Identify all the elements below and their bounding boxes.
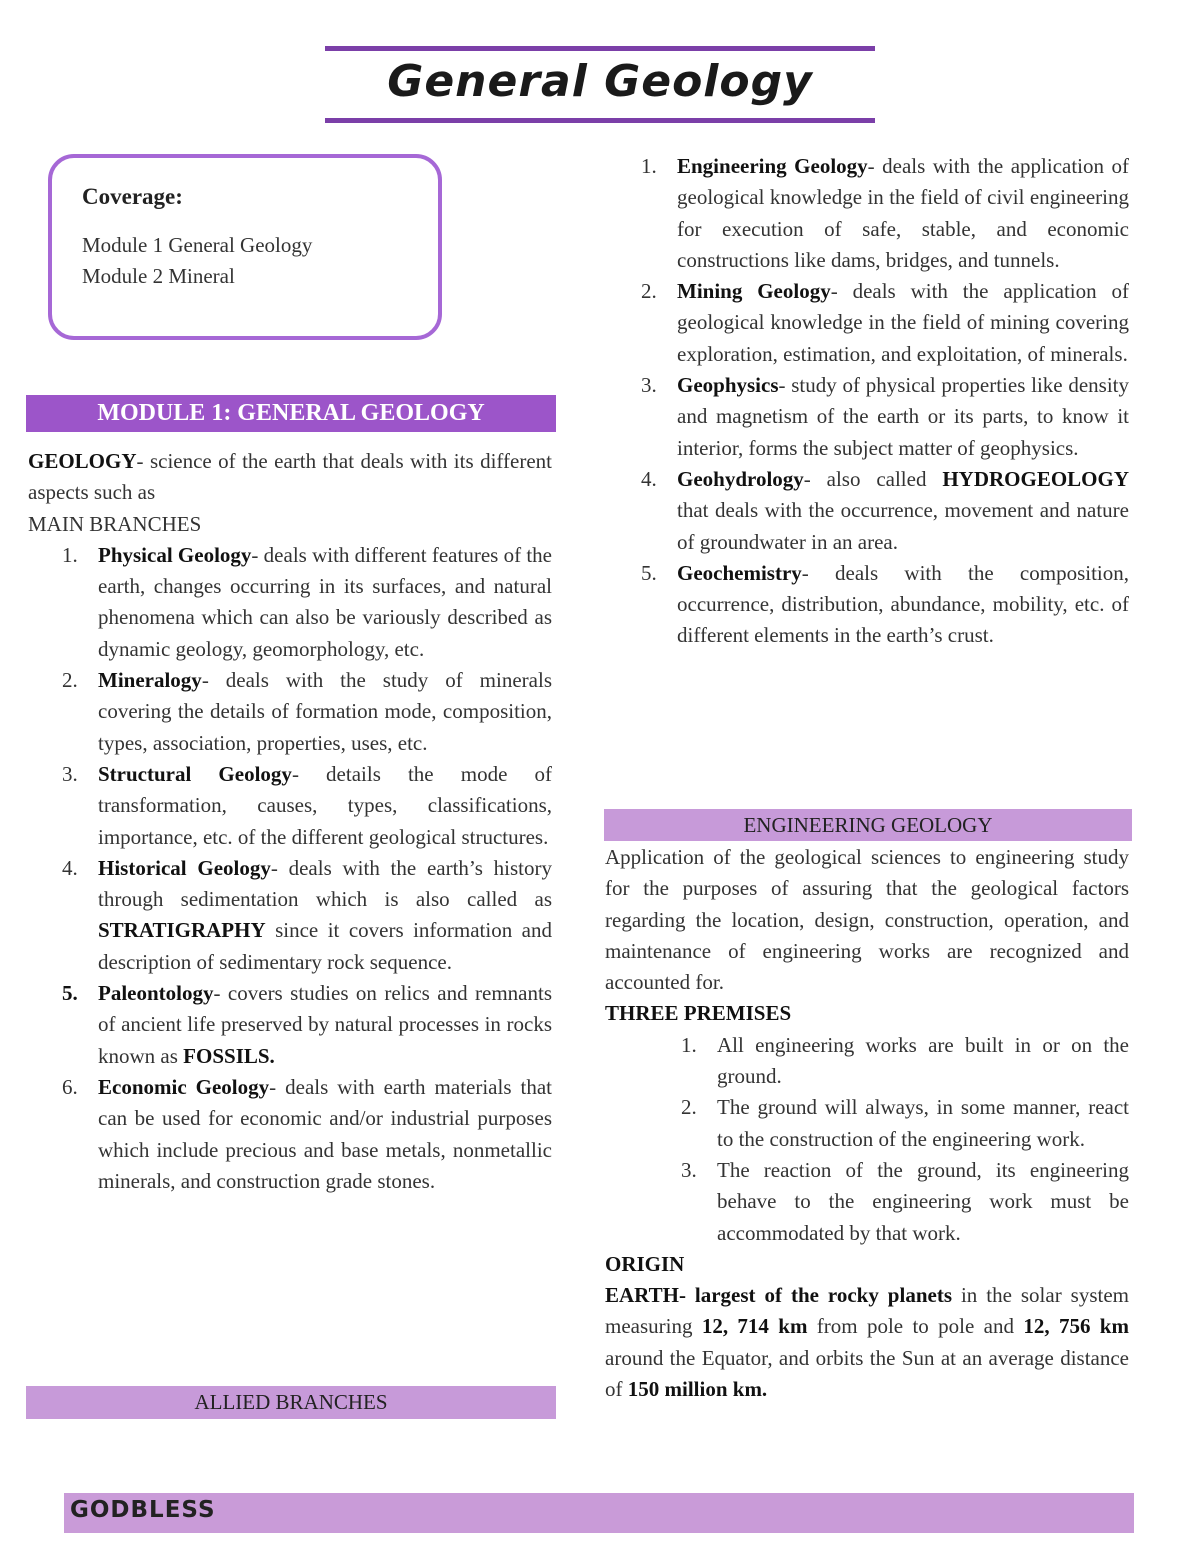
branch-term: Mineralogy bbox=[98, 668, 202, 693]
geology-def-text: - science of the earth that deals with its different aspects such as bbox=[28, 449, 552, 505]
main-branches-label: MAIN BRANCHES bbox=[28, 511, 202, 536]
branch-text-cont: that deals with the occurrence, movement and nature of groundwater in an area. bbox=[677, 498, 1129, 554]
list-number: 3. bbox=[641, 373, 657, 398]
list-number: 6. bbox=[62, 1074, 78, 1099]
list-number: 5. bbox=[641, 560, 657, 585]
list-item bbox=[641, 151, 1129, 276]
earth-text: in the solar system measuring bbox=[605, 1283, 1129, 1339]
list-number: 4. bbox=[641, 466, 657, 491]
earth-pole-distance: 12, 714 km bbox=[701, 1314, 808, 1339]
list-number: 5. bbox=[62, 981, 78, 1006]
branch-text: - deals with different features of the earth, changes occurring in its surfaces, and natural phenomena which can also be variously described as dynamic geology, geomorphology, etc. bbox=[98, 542, 552, 661]
branch-term: Paleontology bbox=[98, 981, 214, 1006]
premises-list bbox=[681, 1030, 1129, 1249]
footer-text: GODBLESS bbox=[70, 1497, 216, 1523]
branch-text: - deals with the application of geological knowledge in the field of mining covering exploration, estimation, and exploitation, of minerals. bbox=[677, 279, 1129, 366]
title-bottom-rule bbox=[325, 118, 875, 123]
list-item bbox=[641, 464, 1129, 558]
module1-heading: MODULE 1: GENERAL GEOLOGY bbox=[26, 395, 556, 432]
list-item bbox=[62, 978, 552, 1072]
coverage-item: Module 1 General Geology bbox=[82, 233, 313, 257]
earth-sun-distance: 150 million km. bbox=[627, 1377, 768, 1402]
engineering-geology-heading: ENGINEERING GEOLOGY bbox=[604, 809, 1132, 841]
branch-term: Historical Geology bbox=[98, 855, 271, 880]
allied-branches-list bbox=[641, 151, 1129, 652]
list-number: 2. bbox=[62, 668, 78, 693]
branch-bold-term: FOSSILS. bbox=[183, 1043, 275, 1068]
coverage-heading: Coverage: bbox=[82, 184, 183, 209]
geology-term: GEOLOGY bbox=[28, 449, 137, 473]
coverage-box bbox=[48, 154, 442, 340]
list-item bbox=[62, 665, 552, 759]
branch-bold-term: STRATIGRAPHY bbox=[98, 918, 266, 943]
list-number: 1. bbox=[62, 542, 78, 567]
list-item bbox=[62, 853, 552, 978]
right-column bbox=[605, 151, 1129, 652]
branch-text: - deals with the composition, occurrence, distribution, abundance, mobility, etc. of different elements in the earth’s crust. bbox=[677, 560, 1129, 648]
premise-text: The ground will always, in some manner, react to the construction of the engineering work. bbox=[717, 1095, 1129, 1151]
branch-text: - also called bbox=[803, 466, 943, 491]
earth-term: EARTH- largest of the rocky planets bbox=[605, 1283, 952, 1308]
earth-text: from pole to pole and bbox=[807, 1314, 1024, 1339]
list-item bbox=[681, 1030, 1129, 1093]
title-block bbox=[325, 46, 875, 124]
title-top-rule bbox=[325, 46, 875, 51]
list-number: 4. bbox=[62, 855, 78, 880]
branch-term: Geophysics bbox=[677, 373, 779, 398]
branch-term: Physical Geology bbox=[98, 542, 252, 567]
branch-text-cont: since it covers information and description of sedimentary rock sequence. bbox=[98, 918, 552, 974]
list-item bbox=[641, 276, 1129, 370]
branch-text: - deals with the application of geological knowledge in the field of civil engineering for execution of safe, stable, and economic constructions like dams, bridges, and tunnels. bbox=[677, 154, 1129, 272]
coverage-item: Module 2 Mineral bbox=[82, 264, 235, 288]
branch-term: Geochemistry bbox=[677, 560, 802, 585]
branch-term: Mining Geology bbox=[677, 279, 831, 304]
main-branches-list bbox=[62, 540, 553, 1197]
three-premises-label: THREE PREMISES bbox=[605, 1001, 792, 1026]
list-item bbox=[681, 1092, 1129, 1155]
engineering-geology-section bbox=[605, 842, 1129, 1405]
list-item bbox=[62, 759, 553, 853]
list-number: 2. bbox=[681, 1095, 697, 1120]
branch-text: - covers studies on relics and remnants of ancient life preserved by natural processes in rocks known as bbox=[98, 981, 552, 1068]
list-number: 1. bbox=[641, 154, 657, 178]
branch-text: - deals with the earth’s history through sedimentation which is also called as bbox=[98, 855, 552, 912]
branch-term: Geohydrology bbox=[677, 466, 804, 491]
list-number: 3. bbox=[62, 761, 78, 786]
earth-equator-distance: 12, 756 km bbox=[1023, 1314, 1129, 1339]
engineering-geology-definition: Application of the geological sciences to engineering study for the purposes of assuring that the geological factors regarding the location, design, construction, operation, and maintenance of engineering works are recognized and accounted for. bbox=[605, 845, 1129, 995]
geology-definition bbox=[28, 446, 552, 509]
branch-term: Economic Geology bbox=[98, 1074, 270, 1099]
premise-text: All engineering works are built in or on the ground. bbox=[717, 1032, 1129, 1089]
list-item bbox=[681, 1155, 1129, 1249]
left-column bbox=[28, 446, 552, 1197]
earth-paragraph bbox=[605, 1280, 1129, 1405]
branch-text: - deals with earth materials that can be used for economic and/or industrial purposes which include precious and base metals, nonmetallic minerals, and construction grade stones. bbox=[98, 1074, 552, 1193]
branch-text: - details the mode of transformation, causes, types, classifications, importance, etc. of the different geological structures. bbox=[98, 761, 553, 849]
origin-label: ORIGIN bbox=[605, 1251, 685, 1276]
branch-text: - deals with the study of minerals covering the details of formation mode, composition, types, association, properties, uses, etc. bbox=[98, 668, 552, 755]
footer-band bbox=[64, 1493, 1134, 1533]
page-title: General Geology bbox=[387, 56, 813, 107]
list-number: 3. bbox=[681, 1157, 697, 1182]
branch-bold-term: HYDROGEOLOGY bbox=[942, 466, 1129, 491]
list-item bbox=[62, 1072, 552, 1197]
list-number: 2. bbox=[641, 279, 657, 304]
branch-term: Engineering Geology bbox=[677, 154, 868, 178]
list-number: 1. bbox=[681, 1032, 697, 1057]
list-item bbox=[641, 370, 1129, 464]
earth-text: around the Equator, and orbits the Sun at an average distance of bbox=[605, 1345, 1129, 1402]
premise-text: The reaction of the ground, its engineering behave to the engineering work must be accommodated by that work. bbox=[717, 1157, 1129, 1245]
branch-term: Structural Geology bbox=[98, 761, 292, 786]
list-item bbox=[62, 540, 552, 665]
list-item bbox=[641, 558, 1129, 652]
branch-text: - study of physical properties like density and magnetism of the earth or its parts, to know it interior, forms the subject matter of geophysics. bbox=[677, 373, 1129, 460]
allied-branches-heading: ALLIED BRANCHES bbox=[26, 1386, 556, 1419]
